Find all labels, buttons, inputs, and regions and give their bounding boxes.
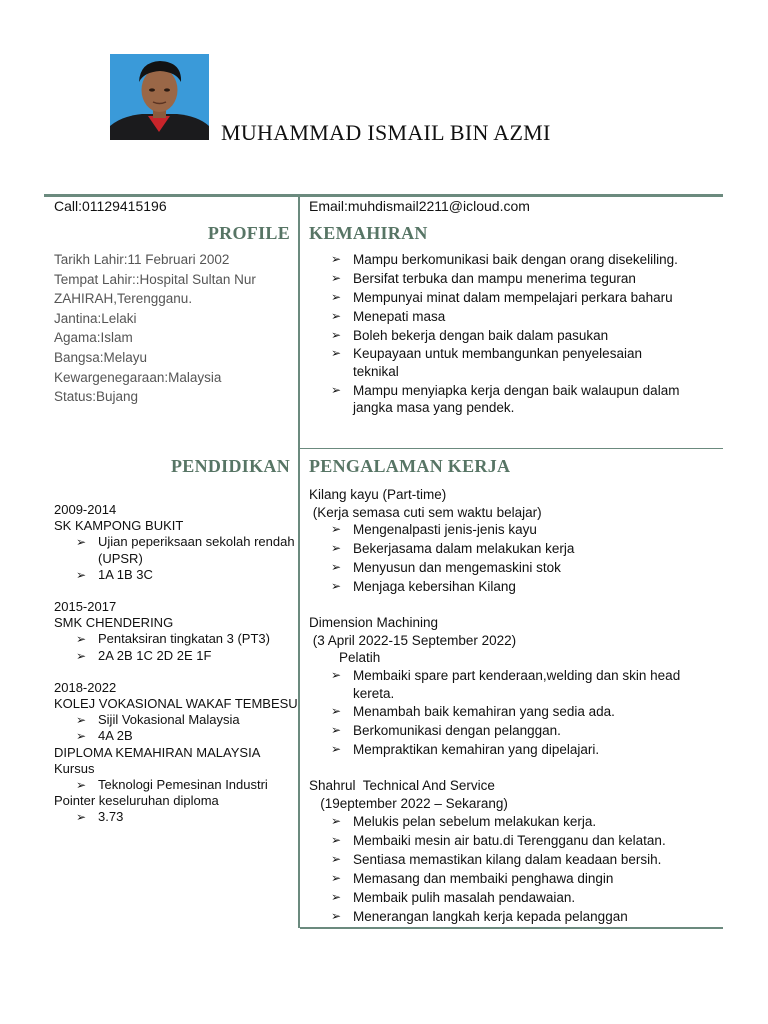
- job-line: Shahrul Technical And Service: [309, 778, 495, 794]
- job-line: (19eptember 2022 – Sekarang): [309, 796, 508, 812]
- job-line: (Kerja semasa cuti sem waktu belajar): [309, 504, 542, 520]
- skills-list: [331, 251, 721, 418]
- education-line: KOLEJ VOKASIONAL WAKAF TEMBESU: [54, 696, 298, 712]
- education-section: [54, 502, 298, 826]
- job-line: Kilang kayu (Part-time): [309, 487, 447, 502]
- job-task: ➢ Mempraktikan kemahiran yang dipelajari.: [331, 741, 721, 759]
- skill-item: ➢ Boleh bekerja dengan baik dalam pasukan: [331, 327, 721, 345]
- phone-number: Call:01129415196: [54, 198, 167, 214]
- education-line: DIPLOMA KEMAHIRAN MALAYSIA: [54, 744, 261, 760]
- profile-line: Status:Bujang: [54, 389, 139, 405]
- profile-line: Agama:Islam: [54, 330, 133, 346]
- job-task: ➢ Melukis pelan sebelum melakukan kerja.: [331, 813, 721, 831]
- education-item: ➢ 2A 2B 1C 2D 2E 1F: [76, 648, 298, 664]
- profile-line: Jantina:Lelaki: [54, 310, 137, 326]
- skill-item: ➢ Mampu menyiapka kerja dengan baik walaupun dalam jangka masa yang pendek.: [331, 382, 721, 417]
- job-task: ➢ Membaiki mesin air batu.di Terengganu dan kelatan.: [331, 832, 721, 850]
- education-line: 2015-2017: [54, 599, 117, 615]
- bottom-divider: [300, 927, 723, 929]
- skills-heading: KEMAHIRAN: [309, 223, 428, 243]
- job-task: ➢ Berkomunikasi dengan pelanggan.: [331, 722, 721, 740]
- work-section: [309, 486, 721, 927]
- education-item: ➢ Sijil Vokasional Malaysia: [76, 712, 298, 728]
- profile-line: Tempat Lahir::Hospital Sultan Nur: [54, 271, 256, 287]
- profile-info: [54, 250, 292, 407]
- skill-item: ➢ Menepati masa: [331, 308, 721, 326]
- job-task: ➢ Bekerjasama dalam melakukan kerja: [331, 540, 721, 558]
- profile-heading: PROFILE: [207, 223, 290, 243]
- job-line: Pelatih: [309, 650, 381, 666]
- skill-item: ➢ Bersifat terbuka dan mampu menerima teguran: [331, 270, 721, 288]
- job-task: ➢ Memasang dan membaiki penghawa dingin: [331, 870, 721, 888]
- education-heading: PENDIDIKAN: [170, 456, 290, 476]
- skill-item: ➢ Mampu berkomunikasi baik dengan orang disekeliling.: [331, 251, 721, 269]
- candidate-name: MUHAMMAD ISMAIL BIN AZMI: [221, 120, 551, 145]
- job-task: ➢ Sentiasa memastikan kilang dalam keadaan bersih.: [331, 851, 721, 869]
- profile-line: Bangsa:Melayu: [54, 349, 148, 365]
- education-line: 2009-2014: [54, 502, 117, 517]
- education-line: Kursus: [54, 760, 95, 776]
- work-heading: PENGALAMAN KERJA: [309, 456, 511, 476]
- job-task: ➢ Menjaga kebersihan Kilang: [331, 578, 721, 596]
- education-item: ➢ 1A 1B 3C: [76, 567, 298, 583]
- profile-line: ZAHIRAH,Terengganu.: [54, 291, 193, 307]
- education-item: ➢ Pentaksiran tingkatan 3 (PT3): [76, 631, 298, 647]
- profile-line: Kewargenegaraan:Malaysia: [54, 369, 222, 385]
- job-task: ➢ Membaiki spare part kenderaan,welding dan skin head kereta.: [331, 667, 721, 702]
- job-task: ➢ Mengenalpasti jenis-jenis kayu: [331, 521, 721, 539]
- education-item: ➢ Ujian peperiksaan sekolah rendah (UPSR): [76, 534, 298, 566]
- skill-item: ➢ Mempunyai minat dalam mempelajari perkara baharu: [331, 289, 721, 307]
- column-divider: [298, 196, 300, 928]
- education-line: 2018-2022: [54, 679, 117, 695]
- email-address: Email:muhdismail2211@icloud.com: [309, 198, 530, 214]
- job-task: ➢ Menambah baik kemahiran yang sedia ada.: [331, 703, 721, 721]
- education-item: ➢ Teknologi Pemesinan Industri: [76, 777, 298, 793]
- job-task: ➢ Membaik pulih masalah pendawaian.: [331, 889, 721, 907]
- profile-line: Tarikh Lahir:11 Februari 2002: [54, 252, 230, 267]
- top-divider: [44, 194, 723, 197]
- profile-photo: [110, 54, 209, 140]
- job-task: ➢ Menyusun dan mengemaskini stok: [331, 559, 721, 577]
- skill-item: ➢ Keupayaan untuk membangunkan penyelesaian teknikal: [331, 345, 721, 380]
- education-line: Pointer keseluruhan diploma: [54, 793, 219, 809]
- middle-divider: [300, 448, 723, 449]
- job-task: ➢ Menerangan langkah kerja kepada pelanggan: [331, 908, 721, 926]
- education-line: SMK CHENDERING: [54, 615, 174, 631]
- education-item: ➢ 4A 2B: [76, 728, 298, 744]
- education-line: SK KAMPONG BUKIT: [54, 518, 184, 534]
- job-line: Dimension Machining: [309, 615, 439, 631]
- education-item: ➢ 3.73: [76, 809, 298, 825]
- job-line: (3 April 2022-15 September 2022): [309, 632, 517, 648]
